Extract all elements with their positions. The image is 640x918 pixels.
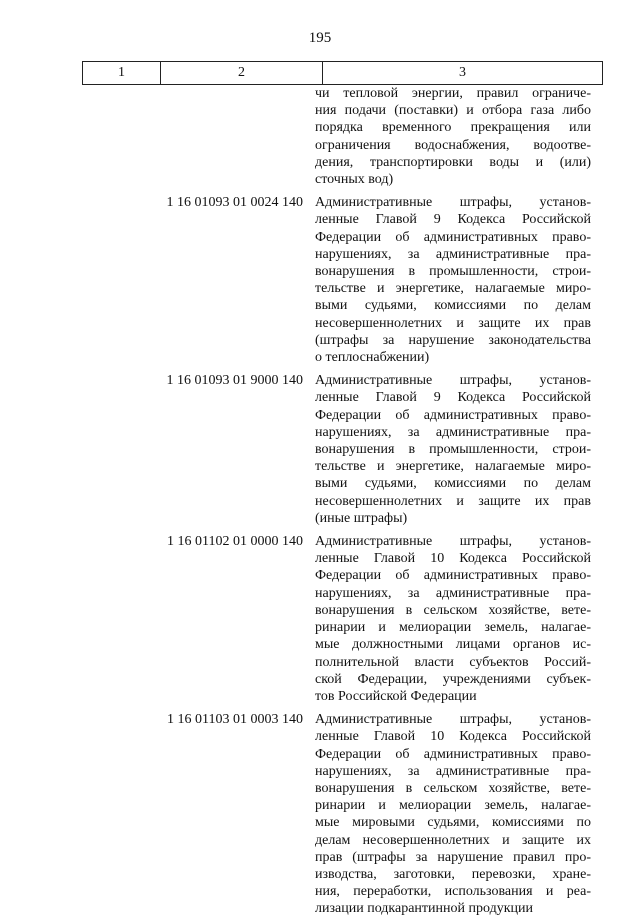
description-line: нарушениях, за административные пра- [315, 585, 591, 601]
description-line: прав (штрафы за нарушение правил про- [315, 849, 591, 865]
description-line: ограничения водоснабжения, водоотве- [315, 137, 591, 153]
description-line: нарушениях, за административные пра- [315, 424, 591, 440]
description-line: несовершеннолетних и защите их прав [315, 315, 591, 331]
description-line: о теплоснабжении) [315, 350, 430, 366]
description-line: ринарии и мелиорации земель, налагае- [315, 798, 591, 814]
revenue-description [315, 533, 591, 705]
revenue-description [315, 372, 591, 527]
table-header [82, 61, 603, 85]
description-line: ния, переработки, использования и реа- [315, 884, 591, 900]
page-number: 195 [308, 30, 332, 46]
description-line: нарушениях, за административные пра- [315, 763, 591, 779]
table-row [82, 372, 602, 527]
description-line: ния подачи (поставки) и отбора газа либо [315, 103, 591, 119]
description-line: вонарушения в сельском хозяйстве, вете- [315, 780, 591, 796]
description-line: порядка временного прекращения или [315, 120, 591, 136]
description-line: Федерации об административных право- [315, 407, 591, 423]
description-line: ской Федерации, учреждениями субъек- [315, 671, 591, 687]
description-line: вонарушения в промышленности, строи- [315, 264, 591, 280]
description-line: чи тепловой энергии, правил ограниче- [315, 86, 591, 101]
description-line: изводства, заготовки, перевозки, хране- [315, 866, 591, 882]
budget-classification-code: 1 16 01102 01 0000 140 [167, 534, 303, 550]
description-line: ленные Главой 10 Кодекса Российской [315, 551, 591, 567]
revenue-description [315, 194, 591, 366]
description-line: сточных вод) [315, 172, 394, 188]
budget-classification-code: 1 16 01093 01 0024 140 [166, 195, 303, 211]
description-line: дения, транспортировки воды и (или) [315, 154, 591, 170]
revenue-description [315, 711, 591, 917]
description-line: Административные штрафы, установ- [315, 373, 591, 389]
description-line: вонарушения в промышленности, строи- [315, 442, 591, 458]
description-line: нарушениях, за административные пра- [315, 246, 591, 262]
description-line: тельстве и энергетике, налагаемые миро- [315, 459, 591, 475]
description-line: лизации подкарантинной продукции [315, 901, 533, 917]
table-row [82, 533, 602, 705]
table-row [82, 85, 602, 188]
table-row [82, 711, 602, 917]
table-row [82, 194, 602, 366]
description-line: ленные Главой 10 Кодекса Российской [315, 729, 591, 745]
description-line: выми судьями, комиссиями по делам [315, 298, 591, 314]
description-line: мые должностными лицами органов ис- [315, 637, 591, 653]
table-header-row [83, 62, 603, 85]
description-line: делам несовершеннолетних и защите их [315, 832, 591, 848]
table-body [82, 85, 602, 918]
description-line: мые мировыми судьями, комиссиями по [315, 815, 591, 831]
budget-classification-code: 1 16 01103 01 0003 140 [167, 712, 303, 728]
description-line: Федерации об административных право- [315, 568, 591, 584]
description-line: Административные штрафы, установ- [315, 195, 591, 211]
description-line: (иные штрафы) [315, 510, 408, 526]
revenue-description [315, 85, 591, 188]
description-line: Федерации об административных право- [315, 746, 591, 762]
description-line: Административные штрафы, установ- [315, 712, 591, 728]
column-header-3: 3 [323, 62, 603, 85]
description-line: ринарии и мелиорации земель, налагае- [315, 620, 591, 636]
description-line: Федерации об административных право- [315, 229, 591, 245]
column-header-1: 1 [83, 62, 161, 85]
description-line: тов Российской Федерации [315, 688, 477, 704]
description-line: вонарушения в сельском хозяйстве, вете- [315, 602, 591, 618]
budget-classification-code [82, 85, 315, 188]
column-header-2: 2 [161, 62, 323, 85]
description-line: полнительной власти субъектов Россий- [315, 654, 591, 670]
description-line: ленные Главой 9 Кодекса Российской [315, 212, 591, 228]
description-line: несовершеннолетних и защите их прав [315, 493, 591, 509]
description-line: (штрафы за нарушение законодательства [315, 332, 591, 348]
budget-classification-code: 1 16 01093 01 9000 140 [166, 373, 303, 389]
description-line: выми судьями, комиссиями по делам [315, 476, 591, 492]
description-line: ленные Главой 9 Кодекса Российской [315, 390, 591, 406]
description-line: тельстве и энергетике, налагаемые миро- [315, 281, 591, 297]
description-line: Административные штрафы, установ- [315, 534, 591, 550]
